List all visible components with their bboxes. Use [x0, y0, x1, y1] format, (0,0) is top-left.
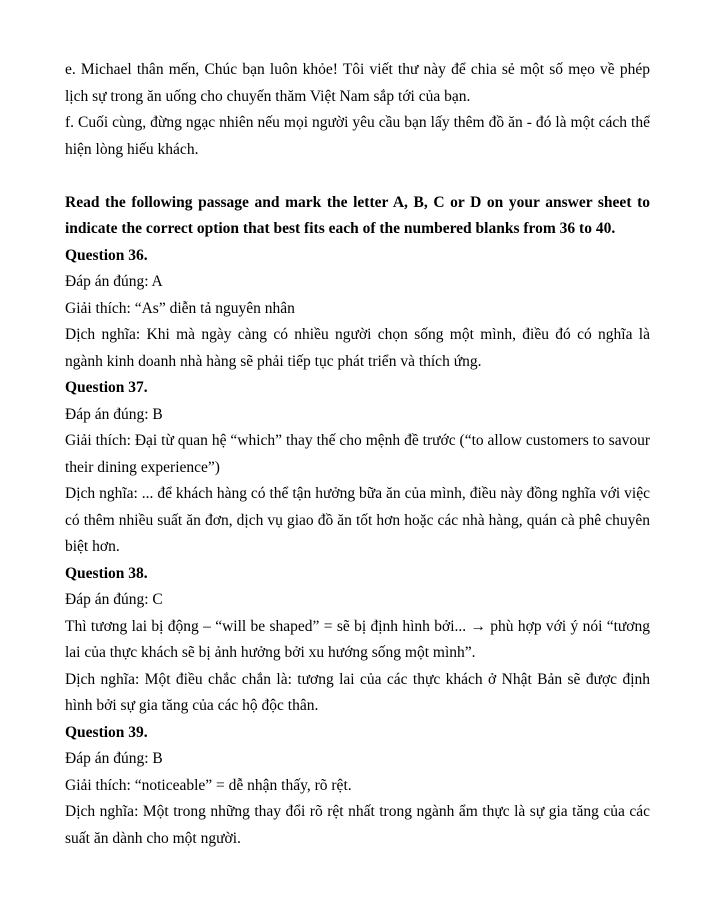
question-36-explanation: Giải thích: “As” diễn tả nguyên nhân: [65, 299, 295, 317]
reading-instructions-heading: Read the following passage and mark the letter A, B, C or D on your answer sheet to indicate the correct option that best fits each of the numbered blanks from 36 to 40.: [65, 193, 650, 237]
question-37-answer: Đáp án đúng: B: [65, 405, 163, 423]
blank-line: [65, 163, 650, 190]
question-38-answer: Đáp án đúng: C: [65, 591, 163, 608]
paragraph-letter-e: e. Michael thân mến, Chúc bạn luôn khỏe! Tôi viết thư này để chia sẻ một số mẹo về phép lịch sự trong ăn uống cho chuyến thăm Việt Nam sắp tới của bạn.: [65, 61, 650, 105]
question-37-translation: Dịch nghĩa: ... để khách hàng có thể tận hưởng bữa ăn của mình, điều này đồng nghĩa với việc có thêm nhiều suất ăn đơn, dịch vụ giao đồ ăn tốt hơn hoặc các nhà hàng, quán cà phê chuyên biệt hơn.: [65, 485, 650, 555]
question-37-heading: Question 37.: [65, 379, 148, 396]
question-36-answer: Đáp án đúng: A: [65, 273, 163, 290]
question-39-explanation: Giải thích: “noticeable” = dễ nhận thấy, rõ rệt.: [65, 776, 352, 794]
question-36-heading: Question 36.: [65, 246, 148, 264]
question-38-explanation: Thì tương lai bị động – “will be shaped” = sẽ bị định hình bởi... → phù hợp với ý nói “tương lai của thực khách sẽ bị ảnh hưởng bởi xu hướng sống một mình”.: [65, 617, 650, 661]
question-36-translation: Dịch nghĩa: Khi mà ngày càng có nhiều người chọn sống một mình, điều đó có nghĩa là ngành kinh doanh nhà hàng sẽ phải tiếp tục phát triển và thích ứng.: [65, 326, 650, 370]
question-39-translation: Dịch nghĩa: Một trong những thay đổi rõ rệt nhất trong ngành ẩm thực là sự gia tăng của các suất ăn dành cho một người.: [65, 803, 650, 847]
question-39-answer: Đáp án đúng: B: [65, 750, 163, 767]
paragraph-letter-f: f. Cuối cùng, đừng ngạc nhiên nếu mọi người yêu cầu bạn lấy thêm đồ ăn - đó là một cách thể hiện lòng hiếu khách.: [65, 114, 650, 158]
question-37-explanation: Giải thích: Đại từ quan hệ “which” thay thế cho mệnh đề trước (“to allow customers to savour their dining experience”): [65, 432, 650, 476]
question-38-translation: Dịch nghĩa: Một điều chắc chắn là: tương lai của các thực khách ở Nhật Bản sẽ được định hình bởi sự gia tăng của các hộ độc thân.: [65, 670, 650, 714]
question-39-heading: Question 39.: [65, 723, 148, 741]
question-38-heading: Question 38.: [65, 564, 148, 582]
